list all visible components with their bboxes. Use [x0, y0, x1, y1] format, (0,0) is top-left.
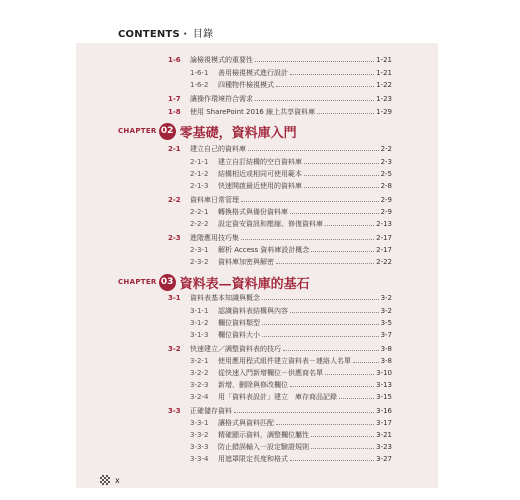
toc-entry [190, 168, 392, 179]
toc-entry [190, 305, 392, 316]
toc-entry-number: 2-3 [168, 233, 181, 242]
toc-entry-title: 精確顯示資料，調整欄位屬性 [218, 430, 309, 439]
toc-entry-title: 認識資料表結構與內容 [218, 306, 288, 315]
leader-dots [325, 374, 374, 375]
toc-entry-title: 欄位資料大小 [218, 330, 260, 339]
leader-dots [311, 448, 374, 449]
toc-entry-title: 設定資安資訊和壓縮、修復資料庫 [218, 219, 323, 228]
toc-entry-title: 新增、刪除與修改欄位 [218, 380, 288, 389]
toc-entry-number: 1-6-1 [190, 68, 209, 77]
toc-entry-number: 3-3-3 [190, 442, 209, 451]
toc-entry-number: 2-1-2 [190, 169, 209, 178]
chapter-number-badge: 03 [159, 274, 176, 291]
checker-pattern-icon [100, 475, 110, 485]
leader-dots [262, 299, 379, 300]
toc-entry-title: 結構相近或相同可使用範本 [218, 169, 302, 178]
toc-entry [168, 232, 392, 243]
toc-entry [190, 79, 392, 90]
toc-entry [168, 106, 392, 117]
toc-entry-title: 快速開啟最近使用的資料庫 [218, 181, 302, 190]
leader-dots [304, 175, 379, 176]
toc-entry-number: 3-1-3 [190, 330, 209, 339]
toc-entry-title: 使用應用程式組件建立資料表－連絡人名單 [218, 356, 351, 365]
toc-entry [190, 218, 392, 229]
leader-dots [311, 436, 374, 437]
toc-entry [168, 405, 392, 416]
toc-entry-number: 3-2 [168, 344, 181, 353]
toc-entry [190, 206, 392, 217]
toc-entry-page: 3-23 [376, 442, 392, 451]
leader-dots [276, 263, 374, 264]
leader-dots [234, 412, 374, 413]
toc-entry-title: 用「資料表設計」建立 庫存商品記錄 [218, 392, 337, 401]
toc-entry-page: 2-8 [380, 181, 392, 190]
toc-entry-number: 1-6 [168, 55, 181, 64]
toc-entry-title: 資料庫加密與解密 [218, 257, 274, 266]
toc-entry [190, 355, 392, 366]
toc-entry [190, 417, 392, 428]
toc-entry-page: 1-23 [376, 94, 392, 103]
leader-dots [248, 150, 379, 151]
toc-entry-number: 3-1 [168, 293, 181, 302]
toc-entry [190, 67, 392, 78]
toc-entry [190, 391, 392, 402]
toc-entry-title: 論檢視模式的重要性 [190, 55, 253, 64]
toc-entry-number: 3-2-1 [190, 356, 209, 365]
toc-entry-number: 2-2-1 [190, 207, 209, 216]
leader-dots [339, 398, 374, 399]
toc-entry-page: 2-9 [380, 195, 392, 204]
toc-entry-title: 從快速入門新增欄位－供應商名單 [218, 368, 323, 377]
toc-entry-page: 2-17 [376, 245, 392, 254]
toc-entry-title: 讓操作環境符合需求 [190, 94, 253, 103]
toc-entry-number: 3-1-2 [190, 318, 209, 327]
toc-entry-page: 3-17 [376, 418, 392, 427]
toc-entry-page: 3-8 [380, 356, 392, 365]
toc-entry-page: 1-21 [376, 68, 392, 77]
running-header [118, 25, 213, 40]
leader-dots [304, 163, 379, 164]
toc-entry-title: 進階應用技巧集 [190, 233, 239, 242]
toc-entry-number: 3-3-1 [190, 418, 209, 427]
toc-entry-number: 2-3-1 [190, 245, 209, 254]
toc-entry-title: 建立自己的資料庫 [190, 144, 246, 153]
toc-entry [168, 93, 392, 104]
toc-entry [190, 180, 392, 191]
toc-entry-page: 2-22 [376, 257, 392, 266]
leader-dots [317, 113, 374, 114]
toc-entry [168, 54, 392, 65]
leader-dots [325, 225, 374, 226]
leader-dots [290, 74, 374, 75]
toc-entry-page: 3-21 [376, 430, 392, 439]
header-subtitle: 目錄 [192, 29, 214, 40]
toc-entry-number: 3-2-3 [190, 380, 209, 389]
toc-entry-page: 3-15 [376, 392, 392, 401]
toc-entry [190, 441, 392, 452]
toc-entry-number: 3-3-2 [190, 430, 209, 439]
toc-entry [190, 367, 392, 378]
toc-entry-page: 3-5 [380, 318, 392, 327]
chapter-heading [118, 272, 310, 292]
toc-entry-title: 解析 Access 資料庫設計概念 [218, 245, 310, 254]
toc-entry-page: 2-17 [376, 233, 392, 242]
header-separator: ‧ [183, 29, 188, 40]
leader-dots [255, 100, 374, 101]
toc-entry-title: 轉換格式與備份資料庫 [218, 207, 288, 216]
header-title: CONTENTS [118, 29, 180, 40]
leader-dots [241, 239, 374, 240]
toc-entry-page: 3-16 [376, 406, 392, 415]
toc-entry-title: 欄位資料類型 [218, 318, 260, 327]
toc-entry-page: 3-8 [380, 344, 392, 353]
toc-entry [190, 256, 392, 267]
leader-dots [304, 187, 379, 188]
toc-entry-number: 1-7 [168, 94, 181, 103]
toc-entry-number: 3-2-2 [190, 368, 209, 377]
toc-entry-number: 1-8 [168, 107, 181, 116]
toc-entry-title: 建立自訂結構的空白資料庫 [218, 157, 302, 166]
toc-entry [190, 429, 392, 440]
leader-dots [262, 336, 379, 337]
toc-entry [190, 244, 392, 255]
toc-entry-page: 3-7 [380, 330, 392, 339]
toc-entry-title: 防止錯誤輸入一設定驗證規則 [218, 442, 309, 451]
toc-entry-number: 2-1-3 [190, 181, 209, 190]
toc-entry-title: 快速建立／調整資料表的技巧 [190, 344, 281, 353]
toc-entry-number: 1-6-2 [190, 80, 209, 89]
chapter-heading [118, 121, 297, 141]
leader-dots [262, 324, 379, 325]
toc-entry-page: 3-2 [380, 293, 392, 302]
leader-dots [290, 386, 374, 387]
toc-entry-title: 使用 SharePoint 2016 線上共享資料庫 [190, 107, 316, 116]
toc-entry-number: 3-1-1 [190, 306, 209, 315]
toc-entry-page: 1-21 [376, 55, 392, 64]
leader-dots [290, 312, 379, 313]
page-footer [100, 475, 120, 485]
toc-entry-title: 用遮罩限定長度和格式 [218, 454, 288, 463]
toc-entry-title: 正確儲存資料 [190, 406, 232, 415]
leader-dots [283, 350, 379, 351]
toc-entry-page: 2-3 [380, 157, 392, 166]
leader-dots [255, 61, 374, 62]
toc-entry-number: 3-3 [168, 406, 181, 415]
leader-dots [290, 460, 374, 461]
toc-entry [190, 329, 392, 340]
toc-entry [168, 143, 392, 154]
chapter-title: 零基礎，資料庫入門 [179, 125, 297, 141]
leader-dots [241, 201, 379, 202]
chapter-label: CHAPTER [118, 278, 157, 286]
chapter-label: CHAPTER [118, 127, 157, 135]
toc-entry-page: 3-2 [380, 306, 392, 315]
toc-entry-number: 3-2-4 [190, 392, 209, 401]
toc-entry [168, 292, 392, 303]
toc-entry-number: 2-2 [168, 195, 181, 204]
toc-entry-title: 四種物件檢視模式 [218, 80, 274, 89]
toc-entry-page: 1-22 [376, 80, 392, 89]
toc-entry-title: 善用檢視模式進行設計 [218, 68, 288, 77]
toc-entry [190, 317, 392, 328]
toc-entry-page: 2-13 [376, 219, 392, 228]
toc-entry-page: 3-13 [376, 380, 392, 389]
toc-entry-page: 3-27 [376, 454, 392, 463]
toc-entry [190, 156, 392, 167]
toc-entry [190, 453, 392, 464]
page-number: x [115, 475, 120, 485]
toc-entry-title: 資料庫日常管理 [190, 195, 239, 204]
toc-entry-page: 2-9 [380, 207, 392, 216]
chapter-number-badge: 02 [159, 123, 176, 140]
toc-entry-title: 資料表基本知識與概念 [190, 293, 260, 302]
leader-dots [276, 86, 374, 87]
leader-dots [276, 424, 374, 425]
toc-entry-page: 2-5 [380, 169, 392, 178]
toc-entry [168, 194, 392, 205]
toc-entry [168, 343, 392, 354]
toc-entry-title: 讓格式與資料匹配 [218, 418, 274, 427]
toc-entry [190, 379, 392, 390]
leader-dots [290, 213, 379, 214]
toc-entry-number: 3-3-4 [190, 454, 209, 463]
leader-dots [353, 362, 379, 363]
toc-entry-number: 2-2-2 [190, 219, 209, 228]
chapter-title: 資料表—資料庫的基石 [179, 276, 310, 292]
toc-entry-page: 1-29 [376, 107, 392, 116]
toc-entry-number: 2-1 [168, 144, 181, 153]
toc-entry-number: 2-3-2 [190, 257, 209, 266]
toc-entry-page: 2-2 [380, 144, 392, 153]
toc-entry-number: 2-1-1 [190, 157, 209, 166]
leader-dots [311, 251, 374, 252]
toc-entry-page: 3-10 [376, 368, 392, 377]
